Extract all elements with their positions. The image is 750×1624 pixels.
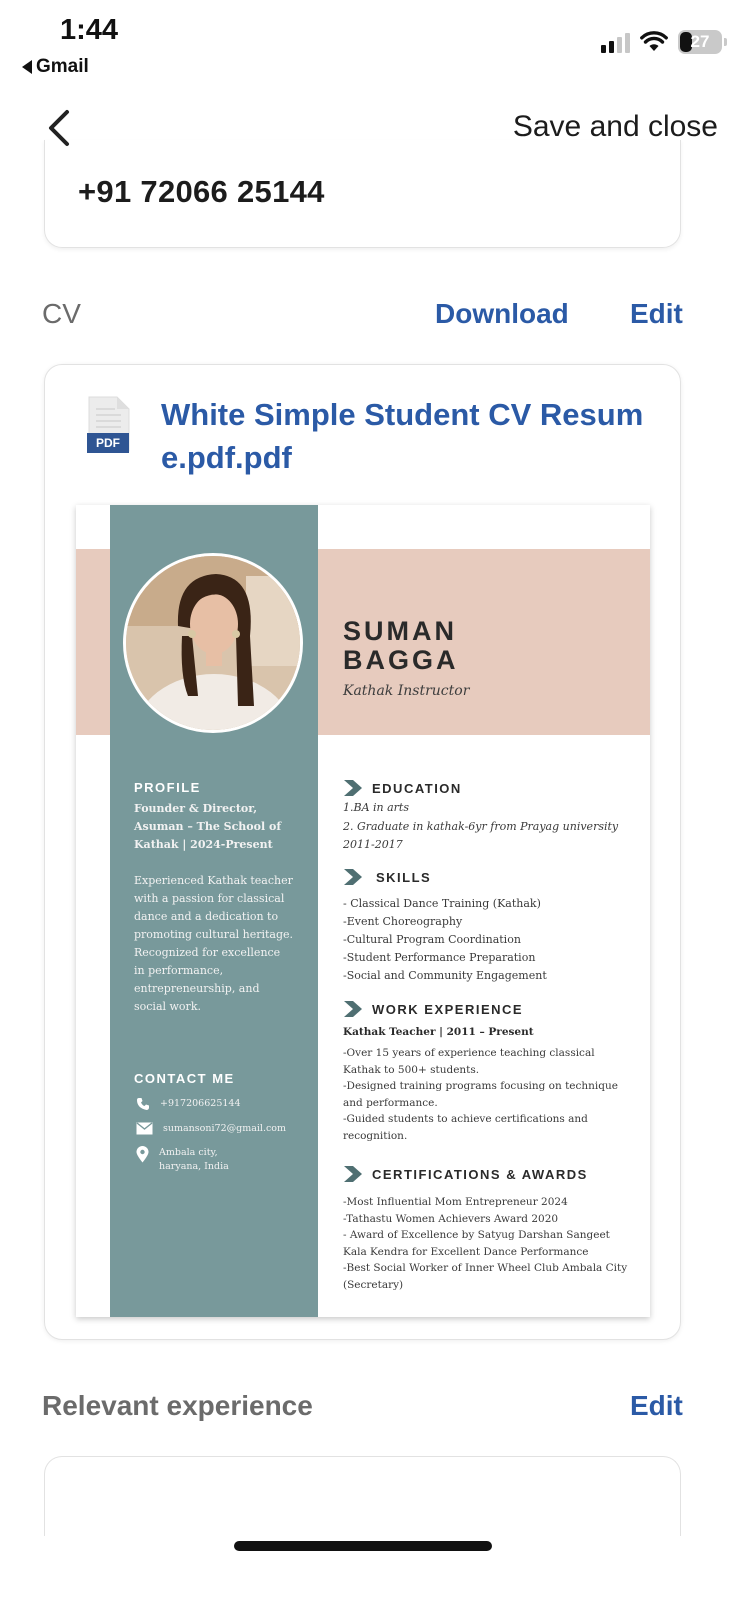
cv-section-title: CV <box>42 298 81 329</box>
contact-heading: CONTACT ME <box>134 1071 235 1086</box>
skills-list <box>343 895 633 985</box>
cv-file-name-link[interactable]: White Simple Student CV Resume.pdf.pdf <box>161 397 644 475</box>
certifications-heading: CERTIFICATIONS & AWARDS <box>372 1166 588 1182</box>
relevant-experience-card[interactable] <box>44 1456 681 1536</box>
status-time: 1:44 <box>60 14 119 46</box>
skill-item: -Student Performance Preparation <box>343 951 536 964</box>
back-app-label: Gmail <box>36 56 89 77</box>
contact-phone-row <box>136 1097 241 1111</box>
certifications-header <box>344 1166 588 1182</box>
mail-icon <box>136 1122 153 1135</box>
contact-email-row <box>136 1122 286 1136</box>
profile-summary: Experienced Kathak teacher with a passion for classical dance and a dedication to promoting cultural heritage. Recognized for excellence in performance, entrepreneurship, and social work. <box>134 874 294 1013</box>
skill-item: -Cultural Program Coordination <box>343 933 521 946</box>
contact-address-row <box>136 1146 249 1174</box>
cert-item: -Best Social Worker of Inner Wheel Club Ambala City (Secretary) <box>343 1262 628 1291</box>
resume-first-name: SUMAN <box>343 616 457 646</box>
resume-preview[interactable] <box>76 505 650 1317</box>
work-item: -Over 15 years of experience teaching classical Kathak to 500+ students. <box>343 1047 595 1076</box>
location-pin-icon <box>136 1146 149 1163</box>
skills-header <box>344 869 431 885</box>
education-item-2: 2. Graduate in kathak-6yr from Prayag university 2011-2017 <box>343 820 619 851</box>
status-indicators <box>601 30 722 54</box>
work-title: Kathak Teacher | 2011 – Present <box>343 1026 534 1038</box>
work-header <box>344 1001 523 1017</box>
chevron-arrow-icon <box>344 1001 364 1017</box>
pdf-icon-label: PDF <box>96 436 120 450</box>
cv-file-card[interactable] <box>44 364 681 1340</box>
chevron-arrow-icon <box>344 869 364 885</box>
wifi-icon <box>640 31 668 53</box>
chevron-arrow-icon <box>344 780 364 796</box>
skill-item: -Social and Community Engagement <box>343 969 547 982</box>
cert-item: -Tathastu Women Achievers Award 2020 <box>343 1212 559 1225</box>
chevron-arrow-icon <box>344 1166 364 1182</box>
work-description <box>343 1045 633 1144</box>
phone-icon <box>136 1097 150 1111</box>
education-heading: EDUCATION <box>372 780 462 796</box>
download-button[interactable]: Download <box>435 298 569 329</box>
home-indicator[interactable] <box>234 1541 492 1551</box>
battery-icon <box>678 30 722 54</box>
education-item-1: 1.BA in arts <box>343 801 409 814</box>
profile-heading: PROFILE <box>134 780 201 795</box>
battery-level: 27 <box>690 32 710 51</box>
work-item: -Guided students to achieve certifications and recognition. <box>343 1113 588 1142</box>
contact-phone: +917206625144 <box>160 1098 241 1109</box>
cv-edit-button[interactable]: Edit <box>630 298 683 329</box>
resume-name <box>343 617 543 675</box>
work-heading: WORK EXPERIENCE <box>372 1001 524 1017</box>
pdf-file-icon <box>87 395 131 453</box>
skills-heading: SKILLS <box>376 869 432 885</box>
relevant-experience-edit-button[interactable]: Edit <box>630 1390 683 1421</box>
contact-card <box>44 140 681 248</box>
skill-item: -Event Choreography <box>343 915 463 928</box>
back-to-app[interactable] <box>22 56 89 78</box>
work-item: -Designed training programs focusing on technique and performance. <box>343 1080 618 1109</box>
cert-item: - Award of Excellence by Satyug Darshan Sangeet Kala Kendra for Excellent Dance Performance <box>343 1229 610 1258</box>
education-header <box>344 780 462 796</box>
skill-item: - Classical Dance Training (Kathak) <box>343 897 541 910</box>
relevant-experience-title: Relevant experience <box>42 1390 313 1421</box>
phone-number: +91 72066 25144 <box>78 174 325 209</box>
contact-address: Ambala city, haryana, India <box>159 1147 229 1172</box>
signal-icon <box>601 31 630 53</box>
back-triangle-icon <box>22 60 32 74</box>
save-and-close-button[interactable]: Save and close <box>512 110 718 143</box>
cert-item: -Most Influential Mom Entrepreneur 2024 <box>343 1196 568 1208</box>
resume-last-name: BAGGA <box>343 645 459 675</box>
certifications-list <box>343 1194 633 1293</box>
profile-photo <box>123 553 303 733</box>
profile-title: Founder & Director, Asuman – The School of Kathak | 2024-Present <box>134 802 282 851</box>
contact-email: sumansoni72@gmail.com <box>163 1123 287 1134</box>
resume-role: Kathak Instructor <box>343 683 470 699</box>
